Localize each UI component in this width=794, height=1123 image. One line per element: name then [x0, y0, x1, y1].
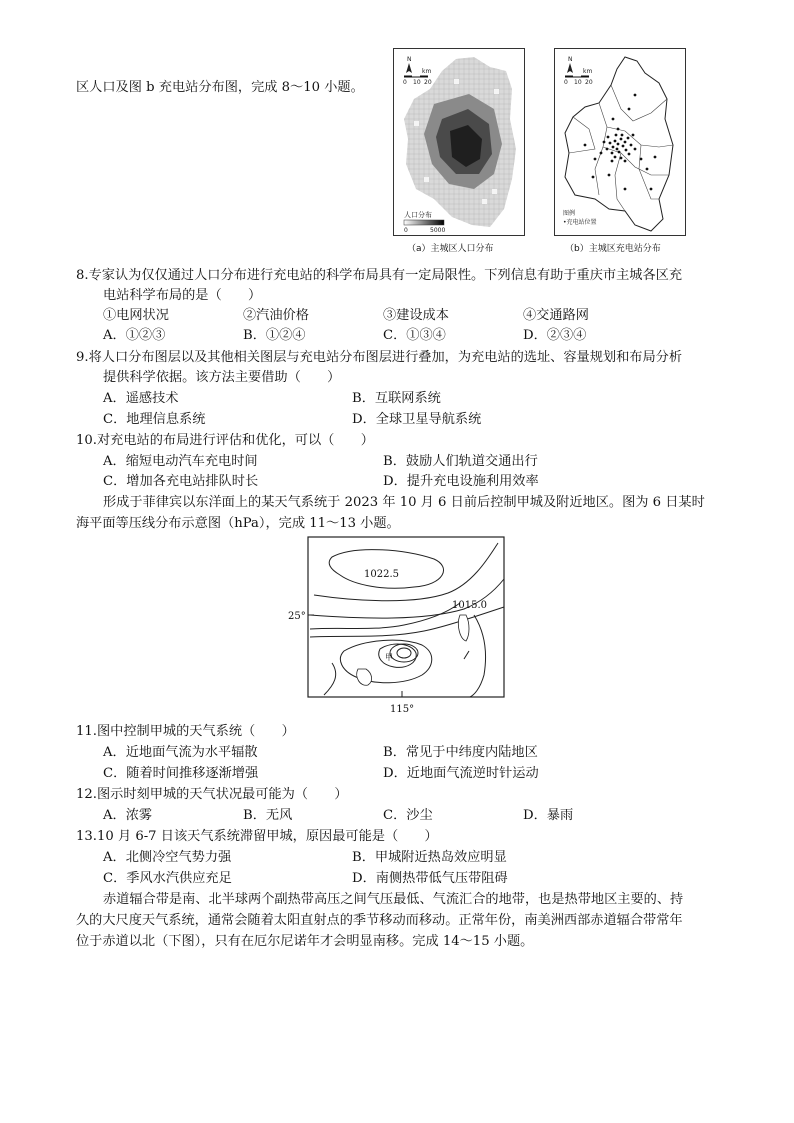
- q12-stem: 12.图示时刻甲城的天气状况最可能为（ ）: [76, 787, 348, 802]
- q13-option[interactable]: C．季风水汽供应充足: [103, 871, 232, 886]
- q11-option[interactable]: D．近地面气流逆时针运动: [383, 766, 539, 781]
- population-legend-ramp: [404, 220, 444, 225]
- q12-option[interactable]: B．无风: [243, 808, 293, 823]
- q8-item: ④交通路网: [523, 308, 589, 323]
- charging-map-scale-unit: km: [583, 68, 593, 75]
- q9-stem: 9.将人口分布图层以及其他相关图层与充电站分布图层进行叠加，为充电站的选址、容量规划和布局分析: [76, 350, 683, 365]
- population-map-scale-tick: 20: [424, 79, 432, 86]
- q10-option[interactable]: A．缩短电动汽车充电时间: [103, 454, 258, 469]
- population-legend-tick: 0: [404, 227, 408, 234]
- intro-line: 区人口及图 b 充电站分布图，完成 8～10 小题。: [76, 80, 364, 95]
- q10-option[interactable]: C．增加各充电站排队时长: [103, 474, 259, 489]
- q8-option[interactable]: B．①②④: [243, 328, 306, 343]
- q13-option[interactable]: A．北侧冷空气势力强: [103, 850, 232, 865]
- q13-option[interactable]: B．甲城附近热岛效应明显: [352, 850, 507, 865]
- population-map-scale-tick: 10: [413, 79, 421, 86]
- q11-stem: 11.图中控制甲城的天气系统（ ）: [76, 724, 295, 739]
- charging-map-caption: （b）主城区充电站分布: [565, 244, 661, 254]
- q10-stem: 10.对充电站的布局进行评估和优化，可以（ ）: [76, 433, 374, 448]
- q12-option[interactable]: D．暴雨: [523, 808, 574, 823]
- charging-map-scale-tick: 20: [585, 79, 593, 86]
- north-arrow-icon: [567, 63, 573, 73]
- q9-stem: 提供科学依据。该方法主要借助（ ）: [103, 370, 341, 385]
- charging-legend-title: 图例: [563, 210, 576, 217]
- population-map-north-label: N: [407, 56, 412, 63]
- charging-map-north-label: N: [568, 56, 573, 63]
- population-map-scale-tick: 0: [403, 79, 407, 86]
- isobar-label-high: 1022.5: [364, 569, 399, 580]
- q8-stem: 电站科学布局的是（ ）: [103, 288, 262, 303]
- q9-option[interactable]: C．地理信息系统: [103, 412, 206, 427]
- passage2-line: 形成于菲律宾以东洋面上的某天气系统于 2023 年 10 月 6 日前后控制甲城及附近地区。图为 6 日某时: [103, 495, 705, 510]
- latitude-label: 25°: [288, 611, 306, 622]
- charging-legend-item: •充电站位置: [563, 219, 597, 226]
- population-map-caption: （a）主城区人口分布: [407, 244, 494, 254]
- passage3-line: 赤道辐合带是南、北半球两个副热带高压之间气压最低、气流汇合的地带，也是热带地区主要的、持: [103, 892, 684, 907]
- isobar-map: [284, 535, 514, 717]
- q8-option[interactable]: D．②③④: [523, 328, 587, 343]
- q12-option[interactable]: C．沙尘: [383, 808, 433, 823]
- longitude-label: 115°: [390, 704, 415, 715]
- population-legend-tick: 5000: [430, 227, 446, 234]
- q8-item: ①电网状况: [103, 308, 169, 323]
- q9-option[interactable]: D．全球卫星导航系统: [352, 412, 482, 427]
- q13-stem: 13.10 月 6-7 日该天气系统滞留甲城，原因最可能是（ ）: [76, 829, 438, 844]
- population-map-graphic: [394, 49, 524, 235]
- charging-map-scale-tick: 0: [564, 79, 568, 86]
- q11-option[interactable]: B．常见于中纬度内陆地区: [383, 745, 538, 760]
- charging-station-map-graphic: [555, 49, 685, 235]
- passage3-line: 久的大尺度天气系统，通常会随着太阳直射点的季节移动而移动。正常年份，南美洲西部赤道辐合带常年: [76, 913, 683, 928]
- north-arrow-icon: [406, 63, 412, 73]
- population-map: [393, 48, 525, 236]
- q8-item: ③建设成本: [383, 308, 449, 323]
- q8-option[interactable]: A．①②③: [103, 328, 166, 343]
- population-legend-title: 人口分布: [404, 211, 432, 219]
- city-label: 甲: [385, 653, 393, 662]
- charging-map-scale-tick: 10: [574, 79, 582, 86]
- q11-option[interactable]: C．随着时间推移逐渐增强: [103, 766, 259, 781]
- q10-option[interactable]: B．鼓励人们轨道交通出行: [383, 454, 538, 469]
- passage3-line: 位于赤道以北（下图），只有在厄尔尼诺年才会明显南移。完成 14～15 小题。: [76, 934, 534, 949]
- q9-option[interactable]: A．遥感技术: [103, 391, 179, 406]
- passage2-line: 海平面等压线分布示意图（hPa），完成 11～13 小题。: [76, 516, 400, 531]
- q11-option[interactable]: A．近地面气流为水平辐散: [103, 745, 258, 760]
- q8-item: ②汽油价格: [243, 308, 309, 323]
- q8-stem: 8.专家认为仅仅通过人口分布进行充电站的科学布局具有一定局限性。下列信息有助于重庆市主城各区充: [76, 268, 683, 283]
- q8-option[interactable]: C．①③④: [383, 328, 446, 343]
- population-map-scale-unit: km: [422, 68, 432, 75]
- q13-option[interactable]: D．南侧热带低气压带阻碍: [352, 871, 508, 886]
- q10-option[interactable]: D．提升充电设施利用效率: [383, 474, 539, 489]
- q12-option[interactable]: A．浓雾: [103, 808, 153, 823]
- q9-option[interactable]: B．互联网系统: [352, 391, 441, 406]
- charging-station-map: [554, 48, 686, 236]
- isobar-label-mid: 1015.0: [452, 600, 487, 611]
